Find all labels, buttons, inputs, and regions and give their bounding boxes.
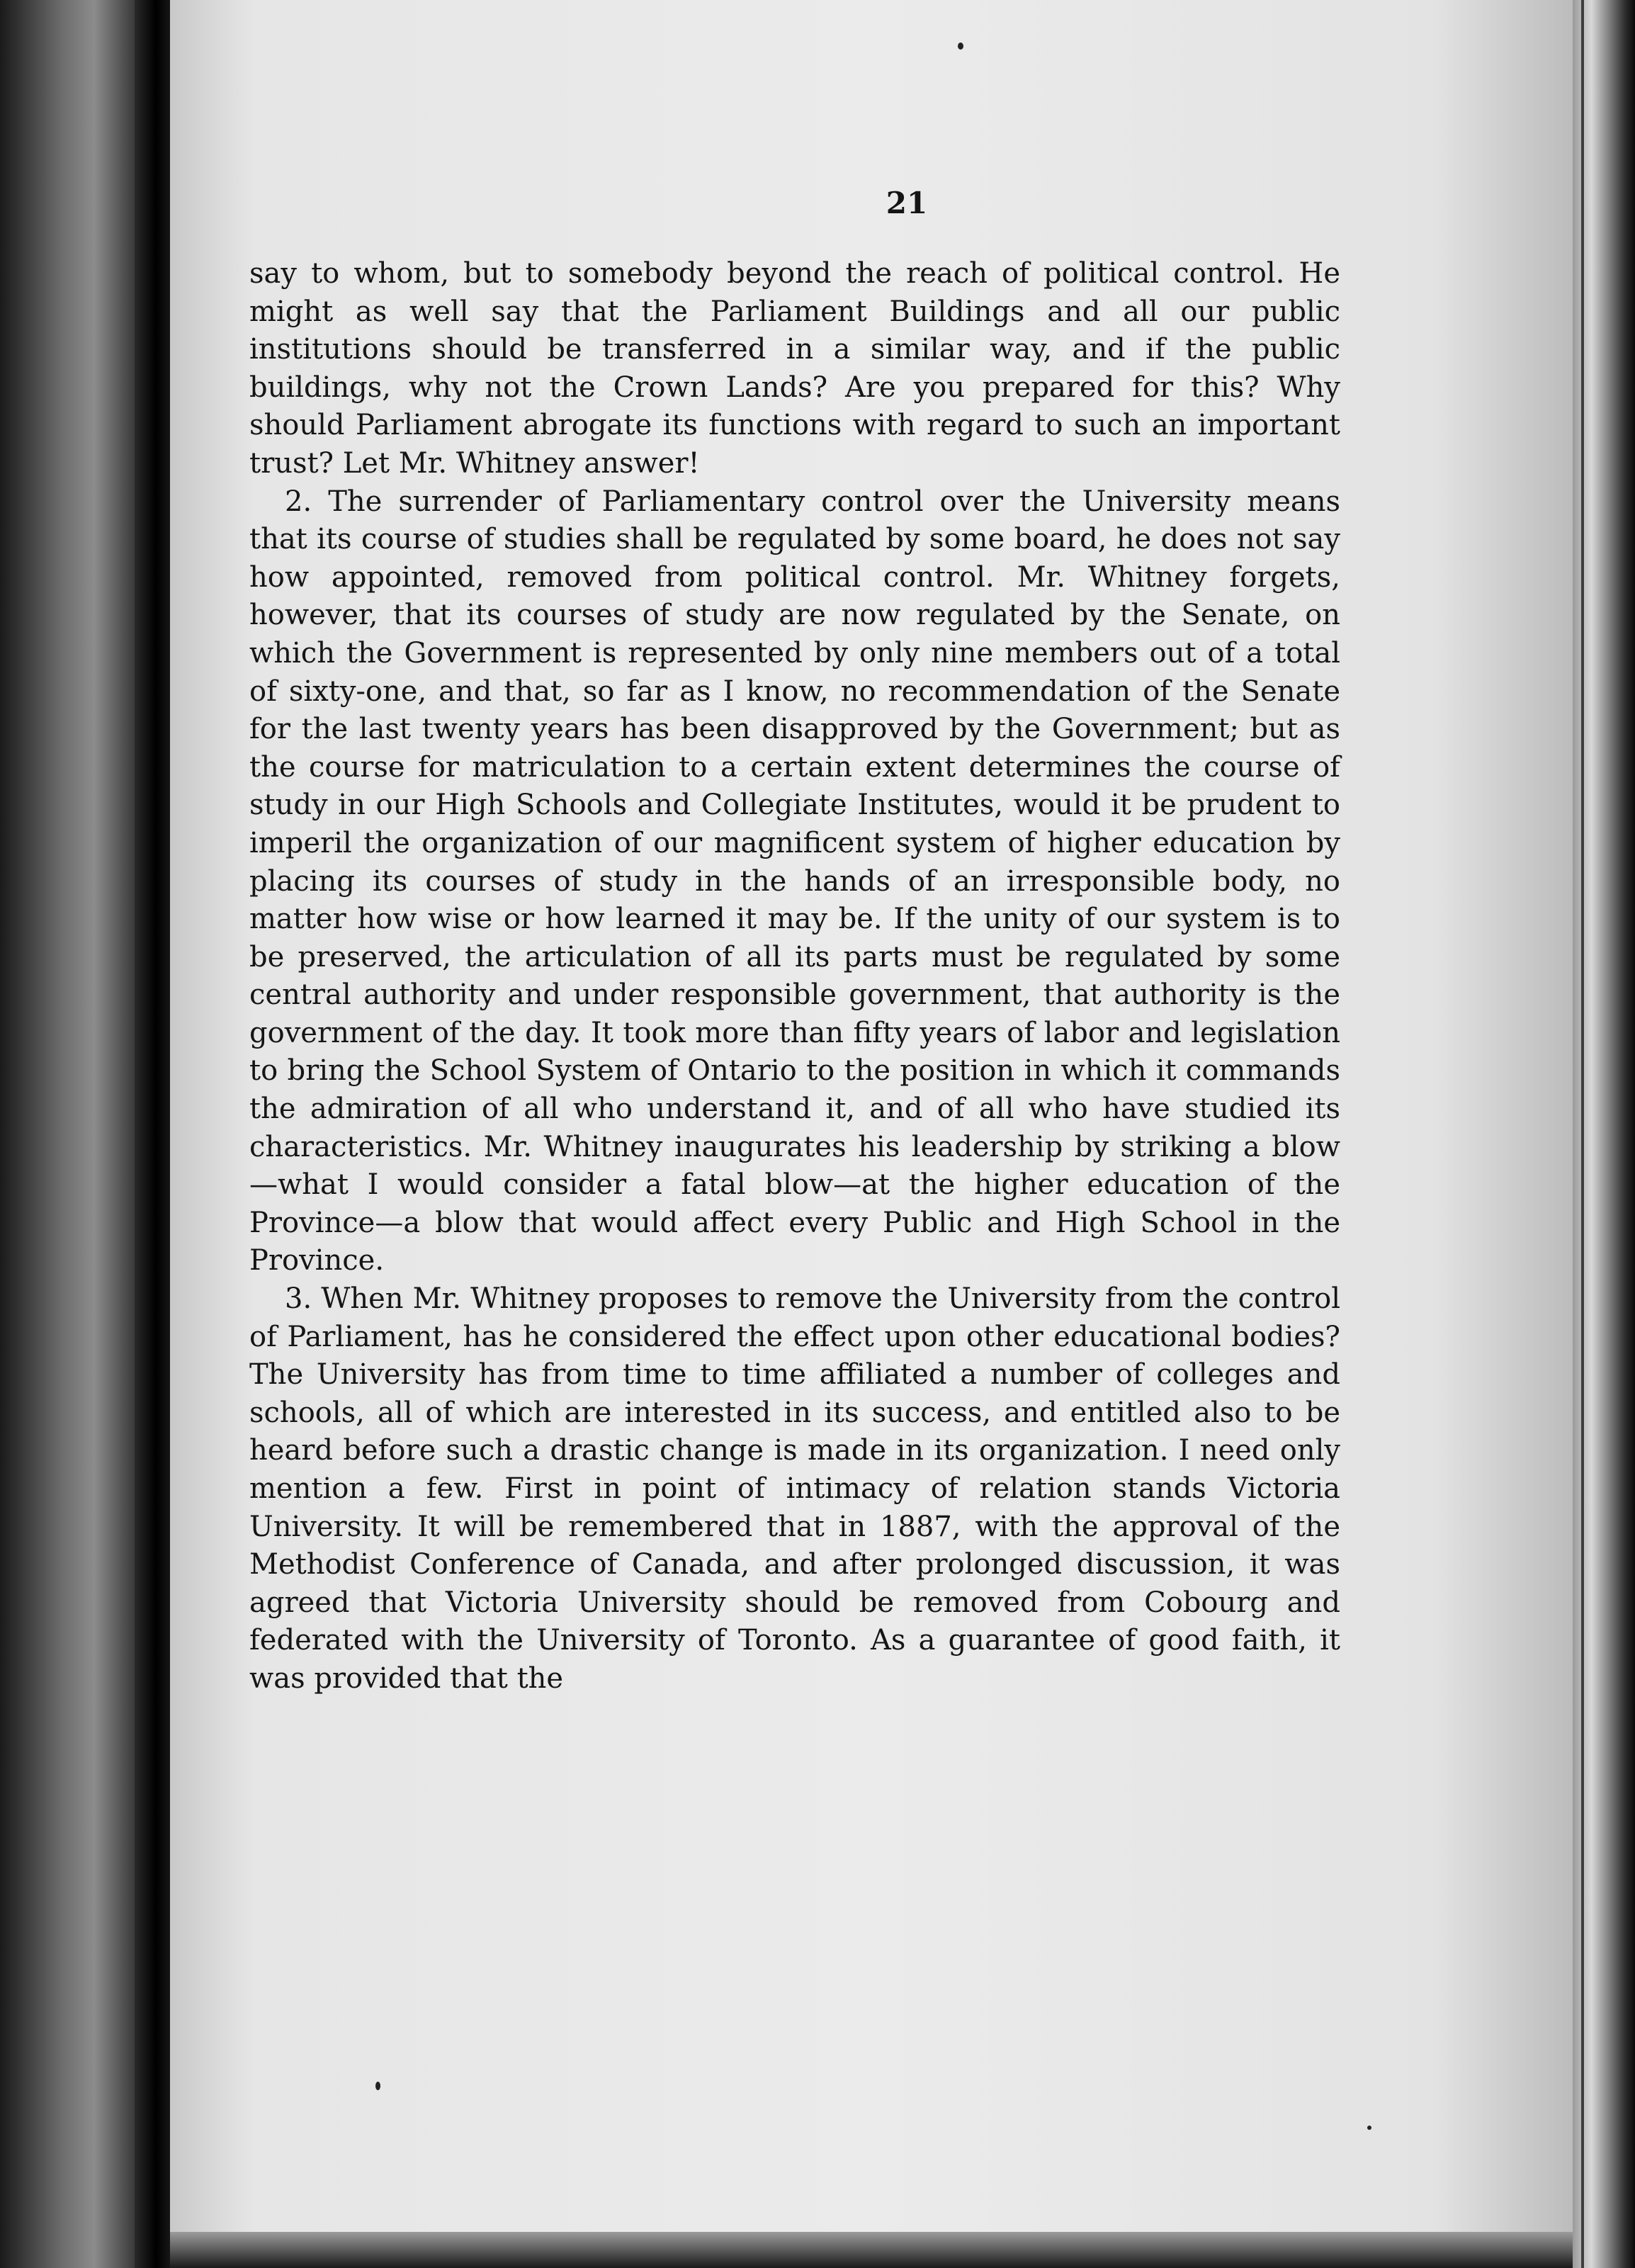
facing-page-edge (0, 0, 135, 2268)
bottom-shadow (170, 2232, 1573, 2268)
paragraph-continued: say to whom, but to somebody beyond the reach of political control. He might as well say that the Parliament Buildings and all our public institutions should be transferred in a similar way, and if the public buildings, why not the Crown Lands? Are you prepared for this? Why should Parliament abrogate its functions with regard to such an important trust? Let Mr. Whitney answer! (249, 257, 1340, 480)
body-text (249, 255, 1340, 1698)
ink-speck (958, 43, 963, 50)
ink-speck (375, 2082, 380, 2090)
page-edge-line (1581, 0, 1584, 2268)
page-number: 21 (886, 186, 928, 220)
paragraph-3: 3. When Mr. Whitney proposes to remove the University from the control of Parliament, has he considered the effect upon other educational bodies? The University has from time to time affiliated a number of colleges and schools, all of which are interested in its success, and entitled also to be heard before such a drastic change is made in its organization. I need only mention a few. First in point of intimacy of relation stands Victoria University. It will be remembered that in 1887, with the approval of the Methodist Conference of Canada, and after prolonged discussion, it was agreed that Victoria University should be removed from Cobourg and federated with the University of Toronto. As a guarantee of good faith, it was provided that the (249, 1282, 1340, 1695)
paragraph-2: 2. The surrender of Parliamentary control over the University means that its course of studies shall be regulated by some board, he does not say how appointed, removed from political control. Mr. Whitney forgets, however, that its courses of study are now regulated by the Senate, on which the Government is represented by only nine members out of a total of sixty-one, and that, so far as I know, no recommendation of the Senate for the last twenty years has been disapproved by the Government; but as the course for matriculation to a certain extent determines the course of study in our High Schools and Collegiate Institutes, would it be prudent to imperil the organization of our magnificent system of higher education by placing its courses of study in the hands of an irresponsible body, no matter how wise or how learned it may be. If the unity of our system is to be preserved, the articulation of all its parts must be regulated by some central authority and under responsible government, that authority is the government of the day. It took more than fifty years of labor and legislation to bring the School System of Ontario to the position in which it commands the admiration of all who understand it, and of all who have studied its characteristics. Mr. Whitney inaugurates his leadership by striking a blow—what I would consider a fatal blow—at the higher education of the Province—a blow that would affect every Public and High School in the Province. (249, 485, 1340, 1277)
ink-speck (1367, 2126, 1371, 2130)
book-gutter (135, 0, 170, 2268)
